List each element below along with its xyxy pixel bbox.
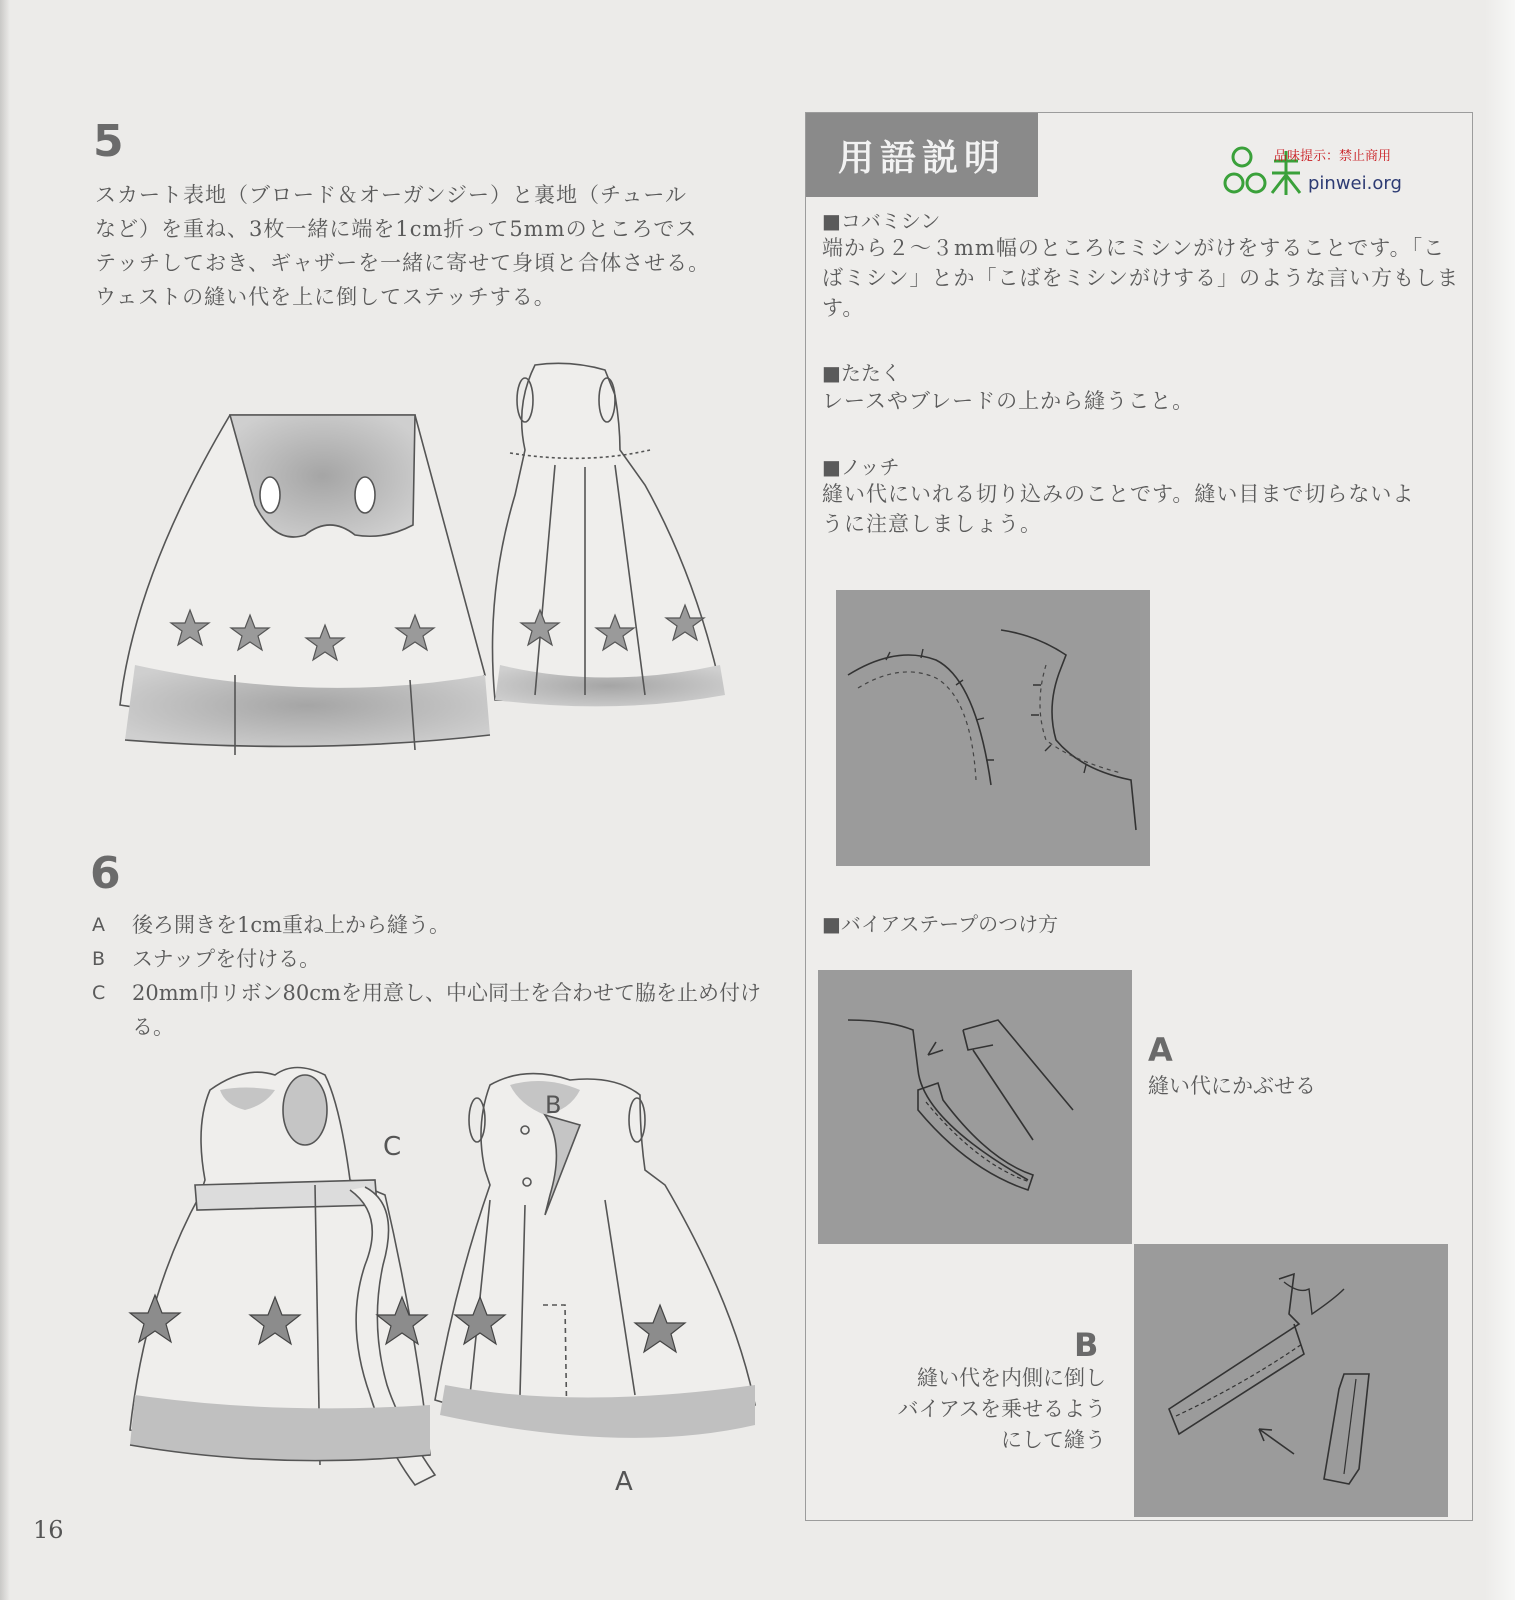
bias-tape-step-b-illustration xyxy=(1134,1244,1448,1517)
figure-label-b: B xyxy=(545,1091,562,1119)
watermark-site: pinwei.org xyxy=(1308,173,1402,194)
dress-front-ribbon-view xyxy=(130,1068,435,1486)
glossary-desc-kobamishin: 端から２～３mm幅のところにミシンがけをすることです。「こばミシン」とか「こばをミシンがけする」のような言い方もします。 xyxy=(822,236,1459,320)
item-letter: A xyxy=(92,914,105,936)
step-5-instructions xyxy=(95,178,785,314)
watermark-notice: 品味提示：禁止商用 xyxy=(1274,149,1392,164)
figure-label-a: A xyxy=(615,1467,633,1495)
bias-b-line: にして縫う xyxy=(1001,1428,1106,1452)
step-5-line: テッチしておき、ギャザーを一緒に寄せて身頃と合体させる。 xyxy=(95,251,711,275)
page-edge xyxy=(1485,0,1515,1600)
glossary-desc-tataku: レースやブレードの上から縫うこと。 xyxy=(822,389,1195,413)
step-6-item-a xyxy=(92,908,782,942)
step-5-dress-illustration xyxy=(115,355,755,775)
item-letter: B xyxy=(92,948,106,970)
glossary-term-bias-tape: ■バイアステープのつけ方 xyxy=(822,912,1059,936)
step-5-line: など）を重ね、3枚一緒に端を1cm折って5mmのところでス xyxy=(95,217,698,241)
item-text: スナップを付ける。 xyxy=(132,947,321,971)
bias-a-label: A xyxy=(1148,1031,1173,1069)
step-6-instructions xyxy=(92,908,782,1044)
glossary-desc-notch: 縫い代にいれる切り込みのことです。縫い目まで切らないように注意しましょう。 xyxy=(822,482,1415,536)
page-gutter-shadow xyxy=(0,0,10,1600)
notch-illustration xyxy=(836,590,1150,866)
step-5-line: スカート表地（ブロード＆オーガンジー）と裏地（チュール xyxy=(95,183,688,207)
dress-back-snap-view xyxy=(435,1074,755,1438)
bias-b-line: 縫い代を内側に倒し xyxy=(917,1366,1106,1390)
bias-tape-step-a-illustration xyxy=(818,970,1132,1244)
glossary-term-kobamishin: ■コバミシン xyxy=(822,209,941,233)
dress-back-view xyxy=(493,363,726,706)
glossary-term-tataku: ■たたく xyxy=(822,361,901,385)
site-watermark xyxy=(1222,143,1422,203)
step-6-item-c xyxy=(92,976,782,1044)
glossary-panel xyxy=(805,112,1473,1521)
bias-b-label: B xyxy=(1074,1326,1099,1364)
page-number: 16 xyxy=(33,1516,64,1544)
item-text: 20mm巾リボン80cmを用意し、中心同士を合わせて脇を止め付ける。 xyxy=(132,981,761,1039)
glossary-term-notch: ■ノッチ xyxy=(822,455,900,479)
step-5-line: ウェストの縫い代を上に倒してステッチする。 xyxy=(95,285,556,309)
item-text: 後ろ開きを1cm重ね上から縫う。 xyxy=(132,913,451,937)
step-6-dress-illustration xyxy=(125,1065,780,1495)
glossary-title: 用語説明 xyxy=(806,113,1038,197)
bias-b-line: バイアスを乗せるよう xyxy=(897,1397,1106,1421)
step-6-item-b xyxy=(92,942,782,976)
step-5-number: 5 xyxy=(93,116,124,167)
dress-front-inside-view xyxy=(120,415,490,755)
item-letter: C xyxy=(92,982,106,1004)
figure-label-c: C xyxy=(383,1132,402,1162)
step-6-number: 6 xyxy=(90,848,121,899)
bias-a-text: 縫い代にかぶせる xyxy=(1148,1074,1316,1098)
bias-b-text xyxy=(866,1363,1106,1456)
